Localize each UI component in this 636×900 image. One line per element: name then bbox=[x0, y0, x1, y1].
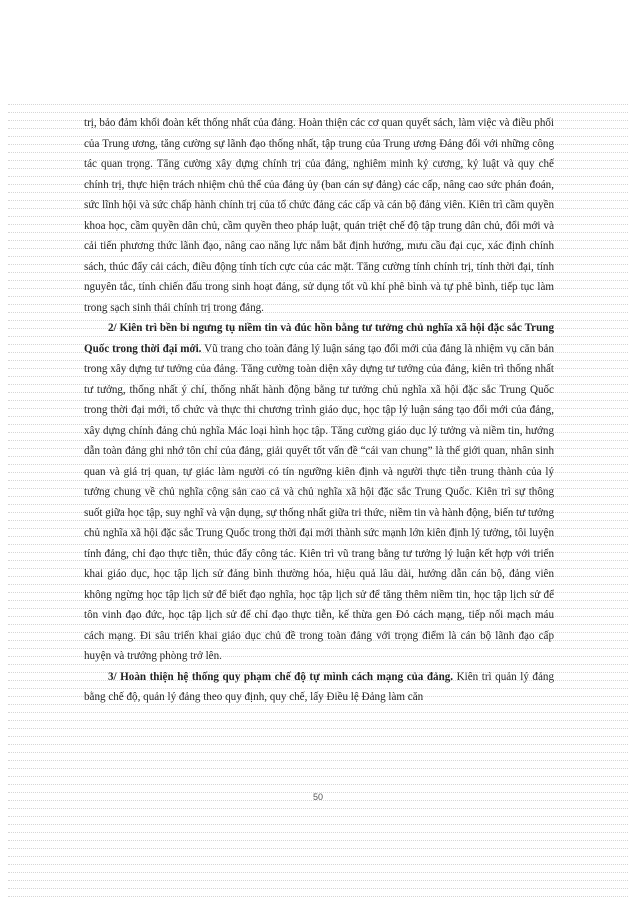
dotted-line bbox=[8, 824, 628, 825]
paragraph-3 bbox=[84, 667, 554, 708]
dotted-line bbox=[8, 712, 628, 713]
page-number: 50 bbox=[312, 792, 323, 802]
dotted-line bbox=[8, 752, 628, 753]
section-2-body: Vũ trang cho toàn đảng lý luận sáng tạo đổi mới của đảng là nhiệm vụ căn bản trong xây dựng tư tưởng của đảng. Tăng cường toàn diện xây dựng tư tưởng của đảng, kiên trì thống nhất tư tưởng, thống nhất ý chí, thống nhất hành động bằng tư tưởng chủ nghĩa xã hội đặc sắc Trung Quốc trong thời đại mới, tổ chức và thực thi chương trình giáo dục, học tập lý luận sáng tạo đổi mới của đảng, xây dựng chính đảng chủ nghĩa Mác loại hình học tập. Tăng cường giáo dục lý tưởng và niềm tin, hướng dẫn toàn đảng ghi nhớ tôn chỉ của đảng, giải quyết tốt vấn đề “cái van chung” là thế giới quan, nhân sinh quan và giá trị quan, tự giác làm người có tín ngưỡng kiên định và người thực tiễn trung thành của lý tưởng chung về chủ nghĩa cộng sản cao cả và chủ nghĩa xã hội đặc sắc Trung Quốc. Kiên trì sự thông suốt giữa học tập, suy nghĩ và vận dụng, sự thống nhất giữa tri thức, niềm tin và hành động, biến tư tưởng chủ nghĩa xã hội đặc sắc Trung Quốc trong thời đại mới thành sức mạnh lớn kiên định lý tưởng, tôi luyện tính đảng, chỉ đạo thực tiễn, thúc đẩy công tác. Kiên trì vũ trang bằng tư tưởng lý luận kết hợp với triển khai giáo dục, học tập lịch sử đảng bình thường hóa, hiệu quả lâu dài, hướng dẫn cán bộ, đảng viên không ngừng học tập lịch sử để biết đạo nghĩa, học tập lịch sử để tăng thêm niềm tin, học tập lịch sử để tôn vinh đạo đức, học tập lịch sử để chỉ đạo thực tiễn, kế thừa gen Đỏ cách mạng, tiếp nối mạch máu cách mạng. Đi sâu triển khai giáo dục chủ đề trong toàn đảng với trọng điểm là cán bộ lãnh đạo cấp huyện và trưởng phòng trở lên. bbox=[84, 342, 554, 662]
dotted-line bbox=[8, 872, 628, 873]
dotted-line bbox=[8, 776, 628, 777]
section-3-heading: 3/ Hoàn thiện hệ thống quy phạm chế độ tự mình cách mạng của đảng. bbox=[108, 670, 454, 683]
section-3-body: Kiên trì quản lý đảng bằng chế độ, quản lý đảng theo quy định, quy chế, lấy Điều lệ Đảng làm căn bbox=[84, 670, 554, 703]
body-text bbox=[84, 113, 554, 708]
dotted-line bbox=[8, 864, 628, 865]
dotted-line bbox=[8, 768, 628, 769]
dotted-line bbox=[8, 888, 628, 889]
section-2-heading: 2/ Kiên trì bền bỉ ngưng tụ niềm tin và đúc hồn bằng tư tưởng chủ nghĩa xã hội đặc sắc Trung Quốc trong thời đại mới. bbox=[84, 322, 554, 355]
dotted-line bbox=[8, 896, 628, 897]
dotted-line bbox=[8, 104, 628, 105]
dotted-line bbox=[8, 736, 628, 737]
dotted-line bbox=[8, 720, 628, 721]
paragraph-1: trị, bảo đảm khối đoàn kết thống nhất của đảng. Hoàn thiện các cơ quan quyết sách, làm việc và điều phối của Trung ương, tăng cường sự lãnh đạo thống nhất, tập trung của Trung ương Đảng đối với những công tác quan trọng. Tăng cường xây dựng chính trị của đảng, nghiêm minh kỷ cương, kỷ luật và quy chế chính trị, thực hiện trách nhiệm chủ thể của đảng ủy (ban cán sự đảng) các cấp, nâng cao sức phán đoán, sức lĩnh hội và sức chấp hành chính trị của tổ chức đảng các cấp và cán bộ đảng viên. Kiên trì cầm quyền khoa học, cầm quyền dân chủ, cầm quyền theo pháp luật, quán triệt chế độ tập trung dân chủ, đổi mới và cải tiến phương thức lãnh đạo, nâng cao năng lực nắm bắt định hướng, mưu cầu đại cục, xác định chính sách, thúc đẩy cải cách, điều động tính tích cực của các mặt. Tăng cường tính chính trị, tính thời đại, tính nguyên tắc, tính chiến đấu trong sinh hoạt đảng, sử dụng tốt vũ khí phê bình và tự phê bình, tiếp tục làm trong sạch sinh thái chính trị trong đảng. bbox=[84, 117, 554, 314]
dotted-line bbox=[8, 760, 628, 761]
dotted-line bbox=[8, 816, 628, 817]
dotted-line bbox=[8, 728, 628, 729]
dotted-line bbox=[8, 856, 628, 857]
dotted-line bbox=[8, 848, 628, 849]
paragraph-2 bbox=[84, 318, 554, 667]
dotted-line bbox=[8, 808, 628, 809]
dotted-line bbox=[8, 840, 628, 841]
dotted-line bbox=[8, 784, 628, 785]
dotted-line bbox=[8, 744, 628, 745]
dotted-line bbox=[8, 832, 628, 833]
dotted-line bbox=[8, 880, 628, 881]
